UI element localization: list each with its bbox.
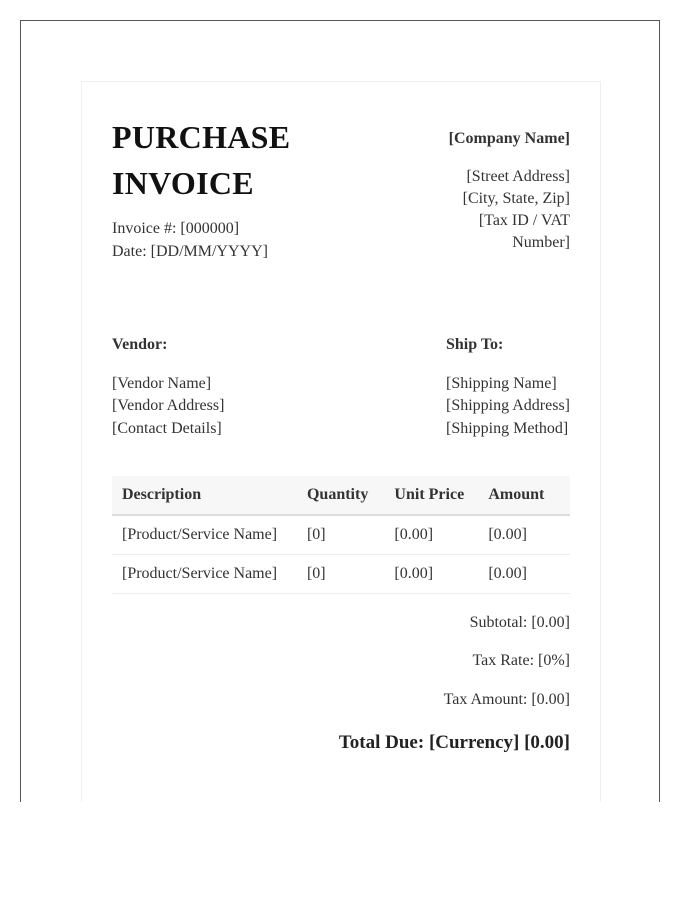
- row-amount: [0.00]: [478, 555, 570, 594]
- row-amount: [0.00]: [478, 515, 570, 555]
- tax-amount: Tax Amount: [0.00]: [443, 691, 570, 708]
- row-quantity: [0]: [297, 555, 384, 594]
- tax-rate: Tax Rate: [0%]: [472, 652, 570, 669]
- vendor-block: [112, 334, 224, 440]
- shipping-method: [Shipping Method]: [446, 419, 569, 437]
- company-city: [City, State, Zip]: [462, 190, 570, 207]
- ship-to-heading: Ship To:: [446, 336, 504, 353]
- shipping-name: [Shipping Name]: [446, 374, 557, 392]
- column-header-quantity: Quantity: [297, 476, 384, 515]
- row-unit-price: [0.00]: [384, 515, 478, 555]
- row-quantity: [0]: [297, 515, 384, 555]
- vendor-heading: Vendor:: [112, 336, 168, 353]
- company-street: [Street Address]: [466, 168, 570, 185]
- company-name: [Company Name]: [448, 130, 570, 147]
- row-description: [Product/Service Name]: [112, 515, 297, 555]
- column-header-amount: Amount: [478, 476, 570, 515]
- vendor-contact: [Contact Details]: [112, 419, 222, 437]
- invoice-title-line-2: INVOICE: [112, 165, 254, 201]
- invoice-title-line-1: PURCHASE: [112, 119, 291, 155]
- invoice-title: [112, 114, 332, 206]
- vendor-address: [Vendor Address]: [112, 397, 225, 414]
- row-description: [Product/Service Name]: [112, 555, 297, 594]
- column-header-description: Description: [112, 476, 297, 515]
- ship-to-block: [446, 334, 570, 440]
- table-row: [112, 515, 570, 555]
- invoice-number: Invoice #: [000000]: [112, 220, 240, 237]
- table-row: [112, 555, 570, 594]
- company-tax-id-line-2: Number]: [512, 234, 570, 251]
- invoice-date: Date: [DD/MM/YYYY]: [112, 243, 268, 260]
- company-block: [420, 128, 570, 254]
- invoice-meta: [112, 217, 268, 263]
- line-items-table: [112, 476, 570, 594]
- subtotal: Subtotal: [0.00]: [469, 614, 570, 631]
- table-header-row: [112, 476, 570, 515]
- column-header-unit-price: Unit Price: [384, 476, 478, 515]
- company-tax-id-line-1: [Tax ID / VAT: [478, 212, 570, 229]
- total-due: Total Due: [Currency] [0.00]: [338, 732, 570, 753]
- row-unit-price: [0.00]: [384, 555, 478, 594]
- shipping-address: [Shipping Address]: [446, 397, 570, 414]
- vendor-name: [Vendor Name]: [112, 374, 212, 392]
